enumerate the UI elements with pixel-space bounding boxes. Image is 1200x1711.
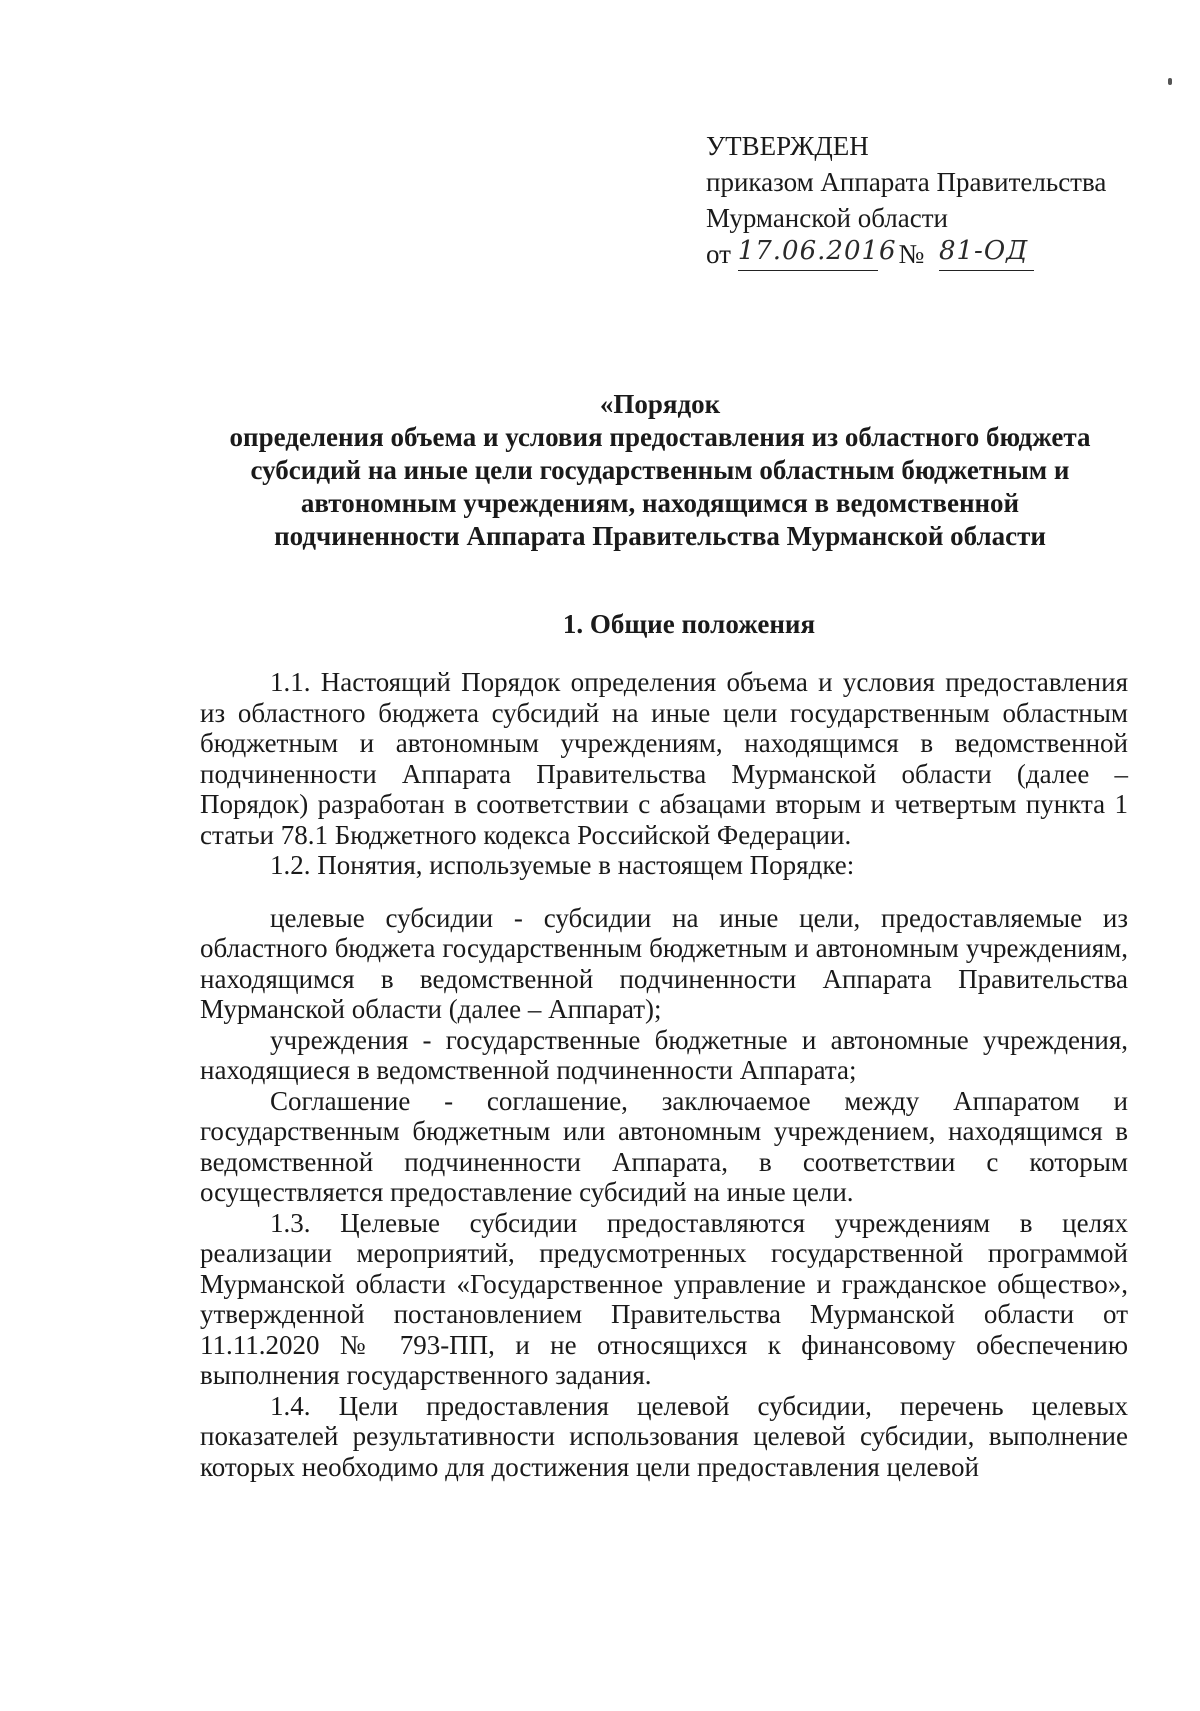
body-text xyxy=(200,667,1128,1482)
title-line-4: автономным учреждениям, находящимся в ведомственной xyxy=(300,488,1020,518)
paragraph-1-4: 1.4. Цели предоставления целевой субсидии, перечень целевых показателей результативности использования целевой субсидии, выполнение которых необходимо для достижения цели предоставления целевой xyxy=(200,1390,1128,1482)
title-line-1: «Порядок xyxy=(599,389,721,419)
definition-agreement: Соглашение - соглашение, заключаемое между Аппаратом и государственным бюджетным или автономным учреждением, находящимся в ведомственной подчиненности Аппарата, в соответствии с которым осуществляется предоставление субсидий на иные цели. xyxy=(200,1085,1128,1207)
handwritten-number: 81-ОД xyxy=(939,237,1034,273)
approval-from-prefix: от xyxy=(706,239,731,269)
approval-date-line xyxy=(706,236,1106,273)
scan-speck xyxy=(1168,78,1172,85)
handwritten-date: 17.06.2016 xyxy=(738,237,878,273)
approval-line-order: приказом Аппарата Правительства xyxy=(706,167,1107,197)
title-line-5: подчиненности Аппарата Правительства Мурманской области xyxy=(274,521,1046,551)
definition-target-subsidies: целевые субсидии - субсидии на иные цели, предоставляемые из областного бюджета государственным бюджетным и автономным учреждениям, находящимся в ведомственной подчиненности Аппарата Правительства Мурманской области (далее – Аппарат); xyxy=(200,902,1128,1024)
approval-line-region: Мурманской области xyxy=(706,203,948,233)
approval-block xyxy=(706,128,1106,273)
document-title xyxy=(200,388,1120,553)
paragraph-1-3: 1.3. Целевые субсидии предоставляются учреждениям в целях реализации мероприятий, предусмотренных государственной программой Мурманской области «Государственное управление и гражданское общество», утвержденной постановлением Правительства Мурманской области от 11.11.2020 № 793-ПП, и не относящихся к финансовому обеспечению выполнения государственного задания. xyxy=(200,1207,1128,1390)
title-line-2: определения объема и условия предоставления из областного бюджета xyxy=(229,422,1091,452)
section-heading: 1. Общие положения xyxy=(562,609,816,639)
number-sign: № xyxy=(898,239,925,269)
paragraph-1-2: 1.2. Понятия, используемые в настоящем Порядке: xyxy=(270,850,855,880)
approval-stamp: УТВЕРЖДЕН xyxy=(706,131,869,161)
paragraph-1-1: 1.1. Настоящий Порядок определения объема и условия предоставления из областного бюджета субсидий на иные цели государственным областным бюджетным и автономным учреждениям, находящимся в ведомственной подчиненности Аппарата Правительства Мурманской области (далее – Порядок) разработан в соответствии с абзацами вторым и четвертым пункта 1 статьи 78.1 Бюджетного кодекса Российской Федерации. xyxy=(200,667,1128,850)
title-line-3: субсидий на иные цели государственным областным бюджетным и xyxy=(250,455,1070,485)
definition-institutions: учреждения - государственные бюджетные и автономные учреждения, находящиеся в ведомственной подчиненности Аппарата; xyxy=(200,1024,1128,1085)
